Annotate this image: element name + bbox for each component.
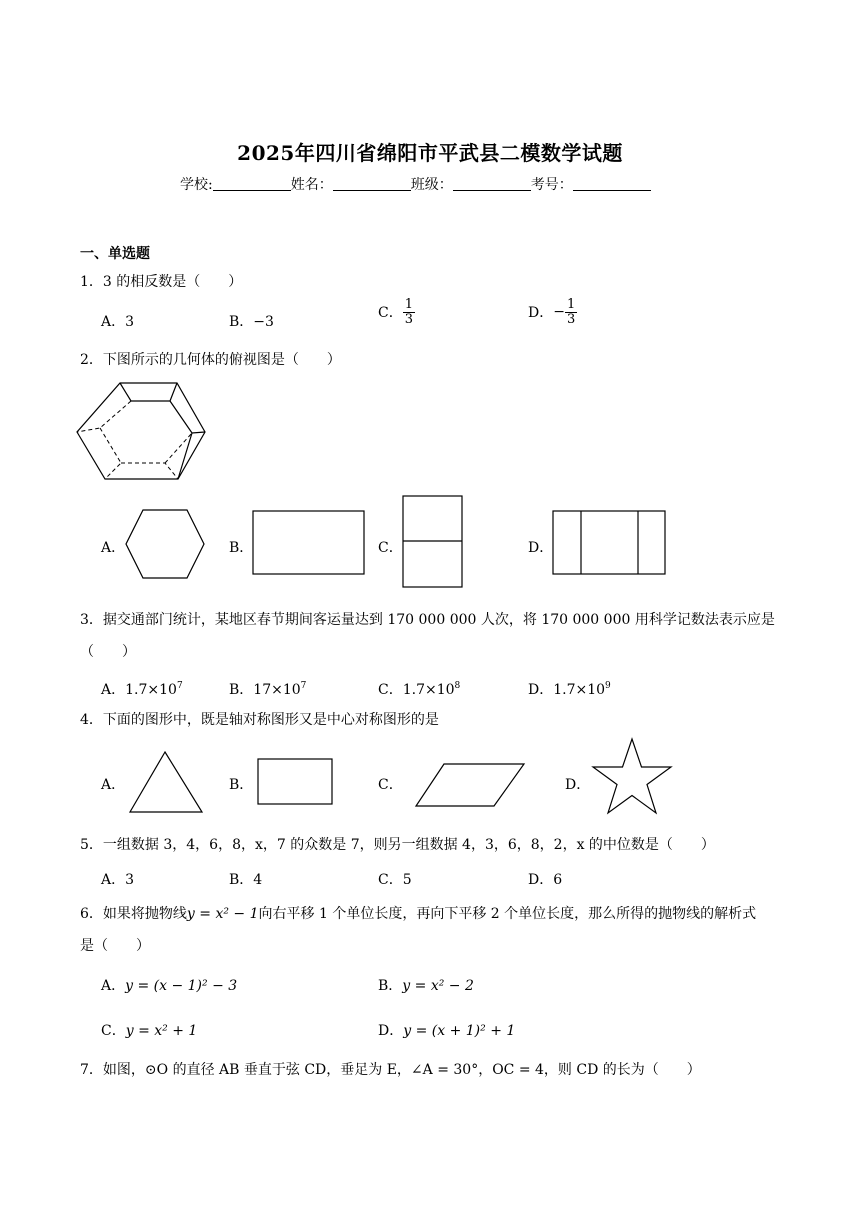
- q5-option-c: C．5: [378, 872, 412, 888]
- q6-option-b: B．y = x² − 2: [378, 978, 474, 994]
- q2-option-c-label: C．: [378, 540, 403, 556]
- hexagonal-prism-figure: [75, 380, 215, 482]
- q5-option-d: D．6: [528, 872, 563, 888]
- q2-option-c-split-rectangle: [402, 495, 464, 589]
- section-heading: 一、单选题: [80, 246, 150, 262]
- q6-stem-line2: 是（ ）: [80, 938, 150, 954]
- q2-stem: 2．下图所示的几何体的俯视图是（ ）: [80, 352, 341, 368]
- q4-option-a-triangle: [128, 750, 204, 814]
- q1-option-c: C． $\frac{1}{3}$: [378, 297, 413, 327]
- q2-option-b-rectangle: [252, 510, 366, 576]
- class-label: 班级：: [410, 177, 453, 193]
- q1-option-a: A．3: [101, 314, 135, 330]
- q7-stem: 7．如图，⊙O 的直径 AB 垂直于弦 CD，垂足为 E，∠A = 30°，OC = 4，则 CD 的长为（ ）: [80, 1062, 701, 1078]
- q6-option-a: A．y = (x − 1)² − 3: [101, 978, 238, 994]
- q3-option-c: C．$1.7\times 10^8$: [378, 681, 461, 698]
- q1-option-b: B．−3: [229, 314, 274, 330]
- q2-option-d-label: D．: [528, 540, 554, 556]
- exam-no-blank: [573, 176, 651, 191]
- exam-no-label: 考号：: [530, 177, 573, 193]
- fraction-one-third: $\frac{1}{3}$: [404, 297, 413, 327]
- name-label: 姓名：: [290, 177, 333, 193]
- q3-stem-line1: 3．据交通部门统计，某地区春节期间客运量达到 170 000 000 人次，将 170 000 000 用科学记数法表示应是: [80, 612, 775, 628]
- student-info-line: [180, 174, 651, 194]
- q4-option-b-rectangle: [257, 758, 334, 806]
- q2-option-b-label: B．: [229, 540, 254, 556]
- parabola-formula: y = x² − 1: [186, 906, 259, 922]
- q4-option-c-label: C．: [378, 777, 403, 793]
- q6-option-c: C．y = x² + 1: [101, 1023, 198, 1039]
- fraction-one-third: $\frac{1}{3}$: [566, 297, 576, 327]
- q5-option-b: B．4: [229, 872, 263, 888]
- q5-stem: 5．一组数据 3，4，6，8，x，7 的众数是 7，则另一组数据 4，3，6，8，2，x 的中位数是（ ）: [80, 837, 715, 853]
- q2-option-a-hexagon: [123, 508, 207, 580]
- q4-option-d-label: D．: [565, 777, 591, 793]
- class-blank: [453, 176, 531, 191]
- school-label: 学校:: [180, 177, 213, 193]
- q1-stem: 1．3 的相反数是（ ）: [80, 274, 243, 290]
- name-blank: [333, 176, 411, 191]
- q1-option-d: D．− $\frac{1}{3}$: [528, 297, 576, 327]
- q3-option-b: B．$17\times 10^7$: [229, 681, 307, 698]
- school-blank: [213, 176, 291, 191]
- q4-option-a-label: A．: [101, 777, 126, 793]
- q3-option-a: A．$1.7\times 10^7$: [101, 681, 183, 698]
- q2-option-a-label: A．: [101, 540, 126, 556]
- q6-option-d: D．y = (x + 1)² + 1: [378, 1023, 516, 1039]
- q5-option-a: A．3: [101, 872, 135, 888]
- page-title: 2025年四川省绵阳市平武县二模数学试题: [237, 141, 623, 165]
- q6-stem-line1: 6．如果将抛物线y = x² − 1向右平移 1 个单位长度，再向下平移 2 个单位长度，那么所得的抛物线的解析式: [80, 906, 757, 922]
- q4-option-d-star: [590, 737, 674, 817]
- q4-stem: 4．下面的图形中，既是轴对称图形又是中心对称图形的是: [80, 712, 439, 728]
- q3-option-d: D．$1.7\times 10^9$: [528, 681, 611, 698]
- q4-option-b-label: B．: [229, 777, 254, 793]
- q3-stem-line2: （ ）: [80, 644, 136, 660]
- q4-option-c-parallelogram: [414, 762, 526, 808]
- q2-option-d-three-panel-rectangle: [552, 510, 667, 576]
